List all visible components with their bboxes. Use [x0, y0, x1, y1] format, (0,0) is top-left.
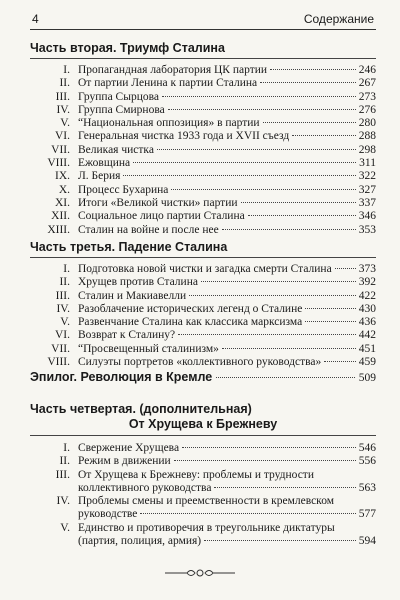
- chapter-title: Хрущев против Сталина: [78, 276, 198, 289]
- toc-entry[interactable]: [30, 64, 376, 77]
- toc-entry[interactable]: [30, 442, 376, 455]
- chapter-number: III.: [55, 90, 70, 103]
- chapter-number: I.: [63, 442, 70, 454]
- chapter-number: II.: [59, 77, 70, 90]
- toc-entry[interactable]: [30, 157, 376, 170]
- toc-entry[interactable]: [30, 343, 376, 356]
- page-ref: 563: [358, 481, 376, 494]
- dot-leader: [174, 460, 356, 461]
- part3-list: [30, 263, 376, 369]
- toc-entry[interactable]: [30, 197, 376, 210]
- dot-leader: [324, 361, 355, 362]
- page-ref: 276: [358, 103, 376, 116]
- dot-leader: [263, 122, 356, 123]
- chapter-title: Единство и противоречия в треугольнике диктатуры: [78, 521, 335, 534]
- dot-leader: [305, 321, 356, 322]
- chapter-number: V.: [60, 521, 70, 534]
- page-ref: 280: [358, 117, 376, 130]
- chapter-title: Группа Сырцова: [78, 90, 159, 103]
- toc-entry[interactable]: [30, 469, 376, 496]
- chapter-title: коллективного руководства: [78, 481, 212, 494]
- toc-entry[interactable]: [30, 224, 376, 237]
- dot-leader: [214, 487, 355, 488]
- part2-title: Часть вторая. Триумф Сталина: [30, 41, 225, 55]
- toc-entry[interactable]: [30, 303, 376, 316]
- page-ref: 353: [358, 223, 376, 236]
- page-ref: 430: [358, 302, 376, 315]
- dot-leader: [305, 308, 355, 309]
- page-ref: 422: [358, 289, 376, 302]
- dot-leader: [171, 189, 355, 190]
- chapter-title: Л. Берия: [78, 170, 121, 183]
- dot-leader: [222, 348, 356, 349]
- chapter-number: V.: [60, 316, 70, 329]
- chapter-title: “Просвещенный сталинизм»: [78, 342, 219, 355]
- epilog-title: Эпилог. Революция в Кремле: [30, 370, 213, 384]
- page-ref: 298: [358, 143, 376, 156]
- page-ref: 288: [358, 130, 376, 143]
- page-ref: 392: [358, 276, 376, 289]
- part3-title: Часть третья. Падение Сталина: [30, 240, 228, 254]
- page-ref: 459: [358, 356, 376, 369]
- dot-leader: [204, 540, 356, 541]
- toc-entry[interactable]: [30, 455, 376, 468]
- dot-leader: [270, 69, 356, 70]
- toc-entry[interactable]: [30, 316, 376, 329]
- chapter-number: VII.: [51, 143, 70, 156]
- chapter-title: Подготовка новой чистки и загадка смерти Сталина: [78, 263, 332, 275]
- part3-rule: [30, 257, 376, 258]
- chapter-title: Ежовщина: [78, 157, 131, 170]
- page-ref: 346: [358, 210, 376, 223]
- dot-leader: [222, 229, 356, 230]
- toc-entry[interactable]: [30, 495, 376, 522]
- chapter-title: Генеральная чистка 1933 года и XVII съезд: [78, 130, 290, 143]
- dot-leader: [260, 82, 356, 83]
- page-ref: 267: [358, 77, 376, 90]
- part4-rule: [30, 435, 376, 436]
- part2-rule: [30, 58, 376, 59]
- dot-leader: [216, 377, 355, 378]
- dot-leader: [241, 202, 356, 203]
- page-ref: 451: [358, 342, 376, 355]
- chapter-number: X.: [58, 183, 70, 196]
- chapter-title: Сталин и Макиавелли: [78, 289, 187, 302]
- dot-leader: [140, 513, 355, 514]
- part4-title: Часть четвертая. (дополнительная): [30, 402, 252, 416]
- page-ref: 337: [358, 196, 376, 209]
- chapter-title: (партия, полиция, армия): [78, 535, 202, 548]
- chapter-title: Итоги «Великой чистки» партии: [78, 196, 238, 209]
- chapter-number: VII.: [51, 342, 70, 355]
- chapter-title: Сталин на войне и после нее: [78, 223, 219, 236]
- toc-entry[interactable]: [30, 263, 376, 276]
- chapter-number: V.: [60, 117, 70, 130]
- chapter-title: Возврат к Сталину?: [78, 329, 176, 342]
- page-ref: 327: [358, 183, 376, 196]
- epilog-entry[interactable]: [30, 370, 376, 386]
- toc-entry[interactable]: [30, 290, 376, 303]
- chapter-number: IX.: [54, 170, 70, 183]
- dot-leader: [248, 215, 356, 216]
- page-header: [30, 11, 376, 30]
- toc-entry[interactable]: [30, 170, 376, 183]
- chapter-title: Режим в движении: [78, 455, 171, 468]
- dot-leader: [178, 334, 356, 335]
- toc-entry[interactable]: [30, 77, 376, 90]
- chapter-number: I.: [63, 64, 70, 76]
- chapter-title: От Хрущева к Брежневу: проблемы и трудности: [78, 468, 314, 481]
- chapter-title: Свержение Хрущева: [78, 442, 180, 454]
- page-ref: 373: [358, 263, 376, 275]
- page-ref: 311: [359, 157, 376, 170]
- chapter-number: III.: [55, 468, 70, 481]
- chapter-number: III.: [55, 289, 70, 302]
- toc-entry[interactable]: [30, 522, 376, 549]
- chapter-number: IV.: [56, 302, 70, 315]
- dot-leader: [162, 96, 356, 97]
- dot-leader: [201, 281, 356, 282]
- running-title: Содержание: [303, 12, 374, 26]
- chapter-title: руководстве: [78, 508, 138, 521]
- chapter-number: XII.: [51, 210, 70, 223]
- page-ref: 546: [358, 442, 376, 454]
- part4-list: [30, 442, 376, 548]
- chapter-title: Силуэты портретов «коллективного руководства»: [78, 356, 322, 369]
- chapter-title: Пропагандная лаборатория ЦК партии: [78, 64, 268, 76]
- chapter-number: I.: [63, 263, 70, 275]
- page-ref: 556: [358, 455, 376, 468]
- toc-entry[interactable]: [30, 276, 376, 289]
- chapter-title: Проблемы смены и преемственности в кремлевском: [78, 495, 334, 508]
- chapter-number: VI.: [54, 130, 70, 143]
- chapter-title: Процесс Бухарина: [78, 183, 169, 196]
- dot-leader: [182, 447, 356, 448]
- chapter-title: От партии Ленина к партии Сталина: [78, 77, 258, 90]
- page-ref: 442: [358, 329, 376, 342]
- page-ref: 577: [358, 508, 376, 521]
- dot-leader: [123, 175, 355, 176]
- chapter-number: II.: [59, 455, 70, 468]
- toc-entry[interactable]: [30, 356, 376, 369]
- toc-entry[interactable]: [30, 329, 376, 342]
- toc-entry[interactable]: [30, 104, 376, 117]
- page-ref: 246: [358, 64, 376, 76]
- ornament-divider: [165, 567, 235, 579]
- chapter-number: VI.: [54, 329, 70, 342]
- page-ref: 273: [358, 90, 376, 103]
- chapter-number: VIII.: [47, 356, 70, 369]
- toc-entry[interactable]: [30, 130, 376, 143]
- toc-entry[interactable]: [30, 91, 376, 104]
- dot-leader: [157, 149, 356, 150]
- page-number: 4: [32, 12, 39, 26]
- chapter-title: “Национальная оппозиция» в партии: [78, 117, 260, 130]
- chapter-title: Социальное лицо партии Сталина: [78, 210, 245, 223]
- page-ref: 436: [358, 316, 376, 329]
- epilog-page: 509: [358, 372, 376, 384]
- chapter-number: XIII.: [47, 223, 70, 236]
- chapter-number: IV.: [56, 495, 70, 508]
- dot-leader: [189, 295, 356, 296]
- toc-entry[interactable]: [30, 144, 376, 157]
- chapter-title: Великая чистка: [78, 143, 154, 156]
- page-ref: 594: [358, 535, 376, 548]
- toc-entry[interactable]: [30, 117, 376, 130]
- chapter-number: IV.: [56, 103, 70, 116]
- chapter-title: Разоблачение исторических легенд о Сталине: [78, 302, 303, 315]
- chapter-title: Группа Смирнова: [78, 103, 165, 116]
- dot-leader: [168, 109, 356, 110]
- dot-leader: [133, 162, 356, 163]
- part4-heading: [30, 402, 376, 432]
- chapter-title: Развенчание Сталина как классика марксизма: [78, 316, 303, 329]
- chapter-number: XI.: [54, 196, 70, 209]
- dot-leader: [292, 135, 356, 136]
- part4-subtitle: От Хрущева к Брежневу: [128, 417, 278, 431]
- chapter-number: II.: [59, 276, 70, 289]
- part2-list: [30, 64, 376, 237]
- dot-leader: [335, 268, 356, 269]
- toc-entry[interactable]: [30, 184, 376, 197]
- chapter-number: VIII.: [47, 157, 70, 170]
- toc-entry[interactable]: [30, 210, 376, 223]
- page-ref: 322: [358, 170, 376, 183]
